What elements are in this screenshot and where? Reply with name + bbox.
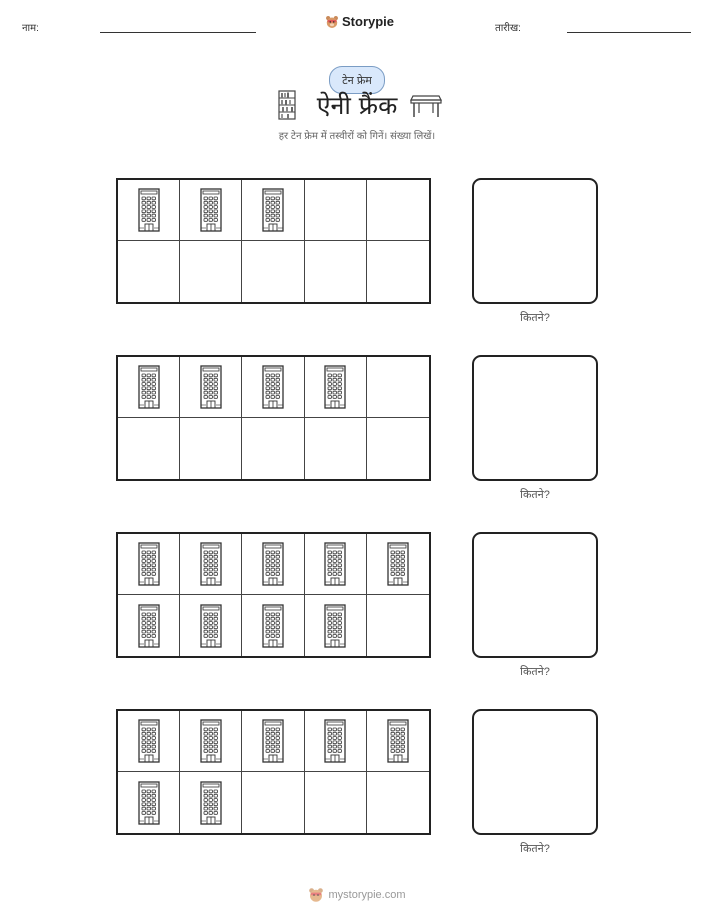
bear-icon <box>325 15 339 29</box>
frame-cell <box>118 534 180 595</box>
frame-cell <box>305 180 367 241</box>
frame-cell <box>118 772 180 833</box>
building-icon <box>198 188 224 232</box>
frame-cell <box>180 418 242 479</box>
frame-cell <box>118 418 180 479</box>
question-label-2: कितने? <box>520 489 550 501</box>
building-icon <box>136 542 162 586</box>
answer-box-1[interactable] <box>472 178 598 304</box>
building-icon <box>136 781 162 825</box>
answer-box-3[interactable] <box>472 532 598 658</box>
frame-cell <box>367 772 429 833</box>
table-icon <box>409 94 443 118</box>
building-icon <box>198 604 224 648</box>
building-icon <box>260 604 286 648</box>
brand-logo <box>325 14 394 29</box>
frame-cell <box>118 180 180 241</box>
frame-cell <box>305 534 367 595</box>
topic-badge: टेन फ्रेम <box>329 66 385 94</box>
building-icon <box>260 542 286 586</box>
frame-cell <box>367 241 429 302</box>
frame-cell <box>118 241 180 302</box>
building-icon <box>136 365 162 409</box>
frame-cell <box>367 357 429 418</box>
frame-cell <box>242 595 304 656</box>
frame-cell <box>242 418 304 479</box>
building-icon <box>198 719 224 763</box>
frame-cell <box>180 595 242 656</box>
frame-cell <box>367 595 429 656</box>
building-icon <box>136 719 162 763</box>
building-icon <box>322 604 348 648</box>
brand-name: Storypie <box>342 14 395 29</box>
frame-cell <box>180 772 242 833</box>
building-icon <box>136 604 162 648</box>
date-label: तारीख: <box>495 23 521 34</box>
frame-cell <box>305 595 367 656</box>
question-label-1: कितने? <box>520 312 550 324</box>
building-icon <box>198 365 224 409</box>
date-line[interactable] <box>567 32 691 33</box>
frame-cell <box>242 772 304 833</box>
building-icon <box>260 365 286 409</box>
ten-frame-3 <box>116 532 431 658</box>
question-label-4: कितने? <box>520 843 550 855</box>
frame-cell <box>367 418 429 479</box>
frame-cell <box>305 711 367 772</box>
frame-cell <box>367 534 429 595</box>
building-icon <box>385 542 411 586</box>
frame-cell <box>305 357 367 418</box>
frame-cell <box>118 711 180 772</box>
frame-cell <box>242 534 304 595</box>
bear-icon <box>308 887 324 903</box>
answer-box-2[interactable] <box>472 355 598 481</box>
frame-cell <box>180 241 242 302</box>
footer-url[interactable]: mystorypie.com <box>328 889 406 901</box>
ten-frame-4 <box>116 709 431 835</box>
building-icon <box>322 542 348 586</box>
frame-cell <box>305 241 367 302</box>
building-icon <box>322 365 348 409</box>
frame-cell <box>242 241 304 302</box>
frame-cell <box>242 711 304 772</box>
building-icon <box>198 542 224 586</box>
building-icon <box>198 781 224 825</box>
page-title: ऐनी फ्रैंक <box>316 91 398 120</box>
frame-cell <box>367 180 429 241</box>
name-line[interactable] <box>100 32 256 33</box>
building-icon <box>260 188 286 232</box>
frame-cell <box>305 772 367 833</box>
building-icon <box>385 719 411 763</box>
frame-cell <box>118 357 180 418</box>
frame-cell <box>367 711 429 772</box>
frame-cell <box>118 595 180 656</box>
frame-cell <box>180 180 242 241</box>
building-icon <box>260 719 286 763</box>
frame-cell <box>242 357 304 418</box>
question-label-3: कितने? <box>520 666 550 678</box>
frame-cell <box>180 711 242 772</box>
frame-cell <box>180 357 242 418</box>
building-icon <box>136 188 162 232</box>
footer <box>0 887 714 903</box>
frame-cell <box>305 418 367 479</box>
ten-frame-1 <box>116 178 431 304</box>
answer-box-4[interactable] <box>472 709 598 835</box>
ten-frame-2 <box>116 355 431 481</box>
instructions: हर टेन फ्रेम में तस्वीरों को गिनें। संख्या लिखें। <box>278 131 436 142</box>
name-label: नाम: <box>22 23 39 34</box>
frame-cell <box>242 180 304 241</box>
building-icon <box>322 719 348 763</box>
frame-cell <box>180 534 242 595</box>
